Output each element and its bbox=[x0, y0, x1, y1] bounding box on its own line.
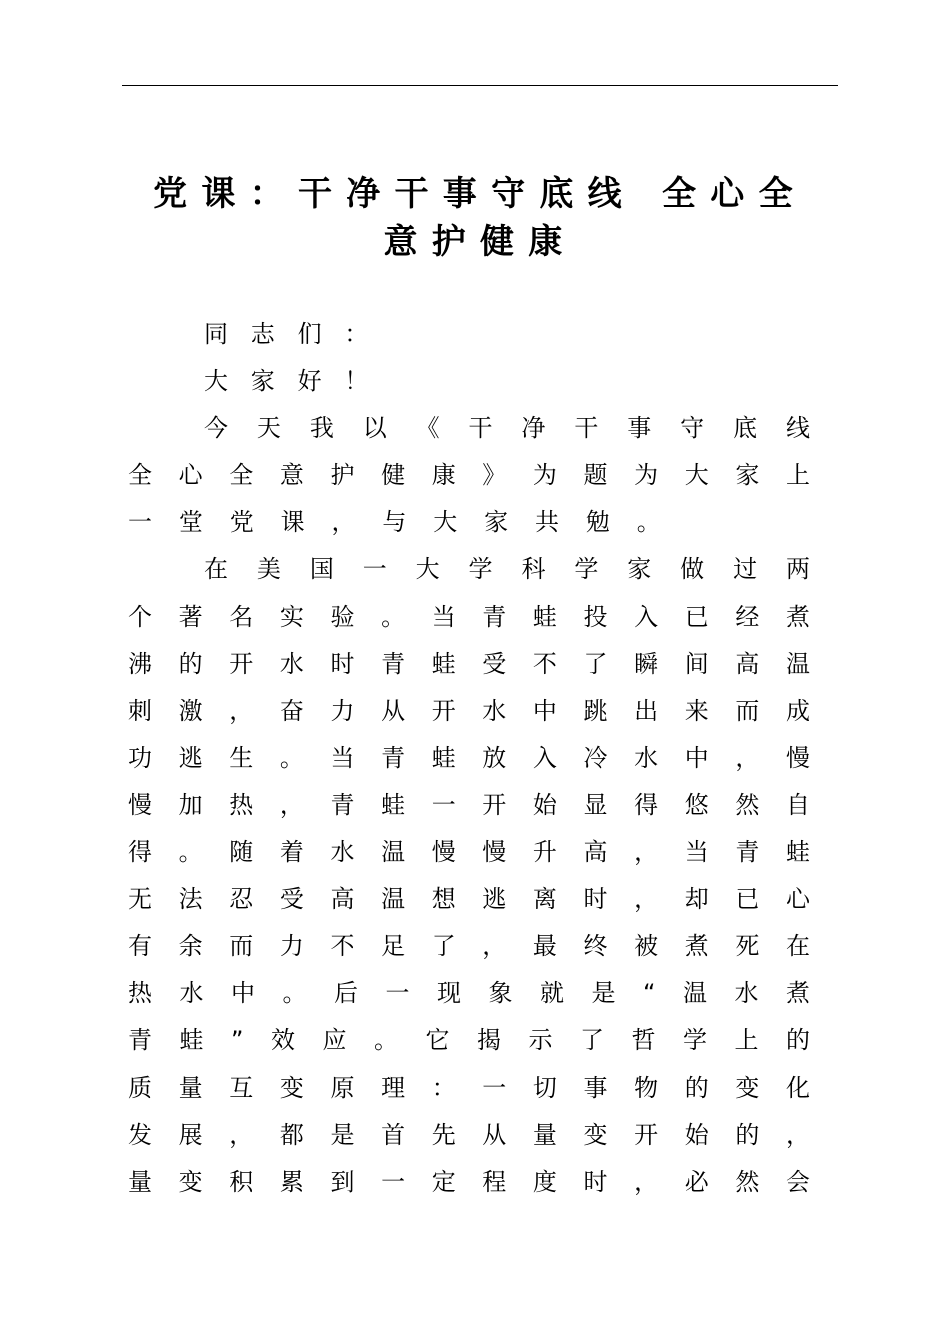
paragraph-line: 在美国一大学科学家做过两 bbox=[204, 555, 810, 584]
document-title bbox=[122, 170, 838, 266]
title-line-1: 党课：干净干事守底线 全心全 bbox=[153, 174, 807, 214]
paragraph-line: 热水中。后一现象就是“温水煮 bbox=[128, 979, 810, 1008]
paragraph-line: 慢加热，青蛙一开始显得悠然自 bbox=[128, 790, 810, 819]
paragraph-line: 无法忍受高温想逃离时，却已心 bbox=[128, 885, 810, 914]
greeting-salutation: 同志们： bbox=[204, 320, 392, 348]
paragraph-line: 功逃生。当青蛙放入冷水中，慢 bbox=[128, 743, 810, 772]
intro-line-1: 今天我以《干净干事守底线 bbox=[204, 414, 810, 443]
paragraph-line: 得。随着水温慢慢升高，当青蛙 bbox=[128, 838, 810, 867]
paragraph-line: 刺激，奋力从开水中跳出来而成 bbox=[128, 696, 810, 725]
paragraph-line: 量变积累到一定程度时，必然会 bbox=[128, 1167, 810, 1196]
paragraph-line: 沸的开水时青蛙受不了瞬间高温 bbox=[128, 649, 810, 678]
paragraph-line: 青蛙”效应。它揭示了哲学上的 bbox=[128, 1026, 810, 1055]
paragraph-line: 有余而力不足了，最终被煮死在 bbox=[128, 932, 810, 961]
paragraph-line: 发展，都是首先从量变开始的， bbox=[128, 1120, 810, 1149]
title-line-2: 意护健康 bbox=[383, 222, 577, 262]
greeting-hello: 大家好！ bbox=[204, 367, 392, 396]
paragraph-line: 个著名实验。当青蛙投入已经煮 bbox=[128, 602, 810, 631]
intro-line-2: 全心全意护健康》为题为大家上 bbox=[128, 461, 810, 490]
document-body bbox=[128, 311, 810, 1206]
intro-line-3: 一堂党课，与大家共勉。 bbox=[128, 508, 688, 537]
header-rule bbox=[122, 85, 838, 86]
paragraph-line: 质量互变原理：一切事物的变化 bbox=[128, 1073, 810, 1102]
